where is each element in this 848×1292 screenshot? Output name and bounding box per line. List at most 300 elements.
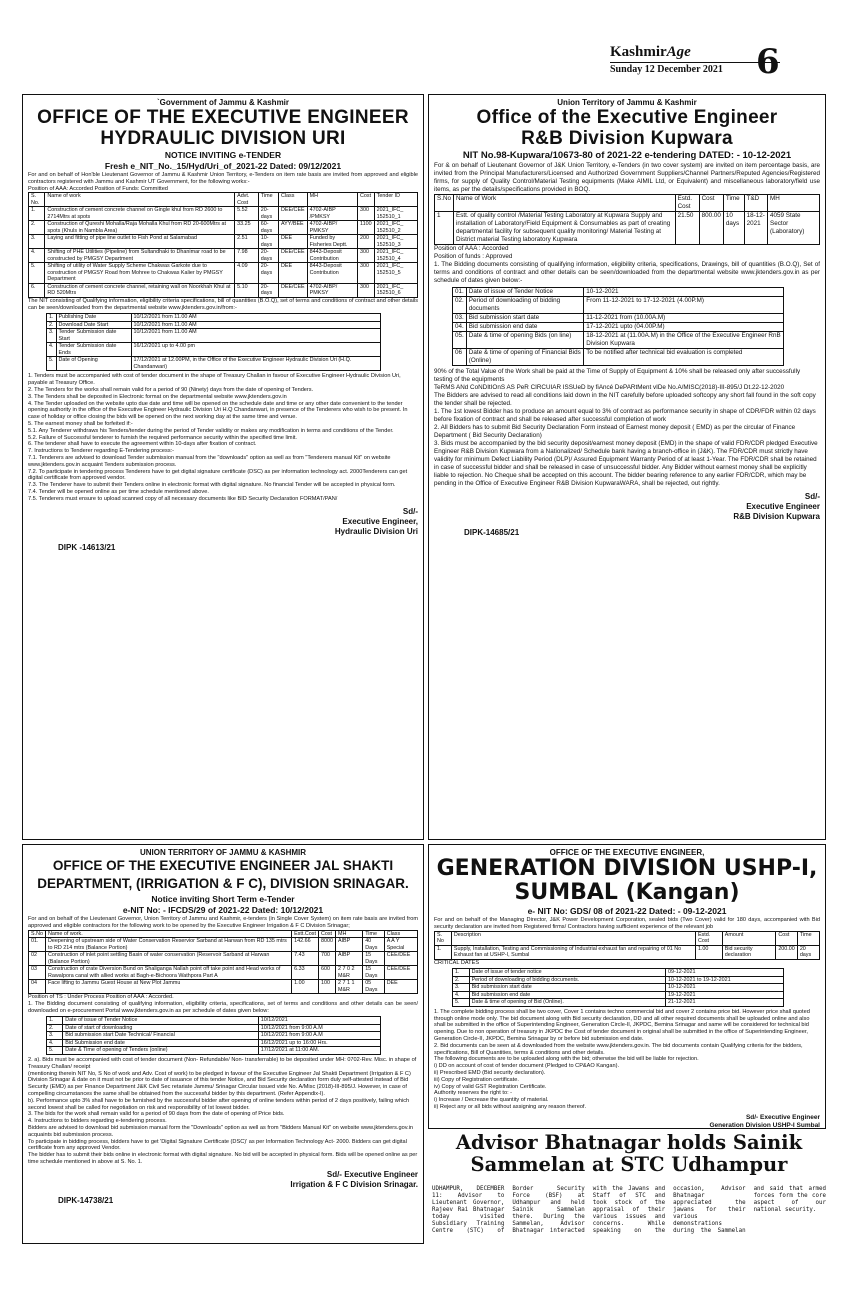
table-cell: 4702-AIBP/ PMKSY bbox=[307, 221, 357, 235]
column-header: Time bbox=[797, 931, 819, 945]
table-cell: 5.52 bbox=[235, 207, 259, 221]
list-item: 2. All Bidders has to submit Bid Security Declaration Form instead of Earnest money deposit ( EMD) as per the circular of Finance Department ( Bid Security Declaration) bbox=[434, 424, 796, 439]
table-cell: 300 bbox=[358, 263, 375, 284]
signature-block bbox=[28, 507, 418, 537]
critical-dates-heading: CRITICAL DATES bbox=[434, 959, 480, 966]
column-header: Class bbox=[278, 193, 307, 207]
list-item: 7.4. Tender will be opened online as per time schedule mentioned above. bbox=[28, 489, 209, 496]
table-cell: Construction of Qureshi Mohalla/Raja Mohalla Khul from RD 20-600Mtrs at spots (Khuls in Nambla Area) bbox=[45, 221, 235, 235]
column-header: Time bbox=[723, 195, 744, 212]
column-header: Time bbox=[258, 193, 278, 207]
list-item: 1. The complete bidding process shall be two cover, Cover 1 contains techno commercial bid and cover 2 contains price bid. However price shall quoted through online mode only. The bid document along with Bid security declaration, DD and all other required documents shall be uploaded online and also shall be submitted in the office of Superintending Engineer, Generation Circle-II, JKPDC, Bemina Srinagar and same will be considered for technical bid opening. Due to non operation of treasury in JKPDC the Cost of tender document in original shall be submitted in the office of Superintending Engineer, Generation Circle-II, JKPDC, Bemina Srinagar by or before bid submission end date. bbox=[434, 1008, 810, 1043]
table-cell: 5. bbox=[29, 263, 45, 284]
column-header: Cost bbox=[699, 195, 723, 212]
signature-line: Irrigation & F C Division Srinagar. bbox=[290, 1179, 418, 1189]
column-header: S. No. bbox=[29, 193, 45, 207]
list-item: 7.5. Tenderers must ensure to upload scanned copy of all necessary documents like BID Security Declaration FORMAT/PAN/ bbox=[28, 495, 338, 502]
table-cell: Date & time of opening Bids (on line) bbox=[466, 332, 584, 349]
dipk-number: DIPK -14613/21 bbox=[58, 542, 116, 552]
table-cell: 16/12/2021 up to 16:00 Hrs. bbox=[258, 1039, 381, 1047]
nit-reference: e- NIT No: GDS/ 08 of 2021-22 Dated: - 09-12-2021 bbox=[527, 906, 727, 916]
table-cell: 4. bbox=[47, 343, 57, 357]
table-cell: Date & Time of opening of Tenders (online) bbox=[63, 1047, 259, 1055]
schedule-row bbox=[47, 1032, 381, 1040]
list-item: TeRMS ANd CoNDItIOnS AS PeR CIRCUIAR ISSUeD by fiAncé DePARtMent vIDe No.A/MISC(2018)-III-895/J Dt.22-12-2020 bbox=[434, 384, 785, 391]
schedule-row bbox=[47, 321, 381, 329]
position-text: Position of AAA: Accorded Position of Funds: Committed bbox=[28, 185, 168, 192]
table-cell: 5. bbox=[47, 357, 57, 371]
table-cell: Construction of inlet point settling Basin of water conservation (Reservoir Sarband at Harwan (Balance Portion) bbox=[45, 952, 291, 966]
column-header: S.No bbox=[29, 930, 46, 938]
ad-pre-heading: OFFICE OF THE EXECUTIVE ENGINEER, bbox=[549, 848, 705, 857]
table-cell: 02. bbox=[453, 297, 467, 314]
table-cell: DEE/CEE bbox=[278, 283, 307, 297]
ad-pre-heading: Union Territory of Jammu & Kashmir bbox=[557, 98, 697, 107]
table-cell: 4. bbox=[47, 1039, 63, 1047]
schedule-row bbox=[453, 323, 784, 332]
works-table bbox=[434, 194, 820, 245]
table-cell: 10-12-2021 bbox=[665, 984, 783, 992]
table-cell: 17/12/2021 at 12.00PM, in the Office of the Executive Engineer Hydraulic Division Uri (H.Q. Chandanwari) bbox=[131, 357, 381, 371]
schedule-row bbox=[453, 288, 784, 297]
table-cell: 10/12/2021 from 11.00 AM bbox=[131, 314, 381, 322]
table-cell: 18-12-2021 bbox=[744, 212, 767, 245]
list-item: ii) Prescribed EMD (Bid security declaration). bbox=[434, 1070, 546, 1077]
column-header: MH bbox=[335, 930, 362, 938]
table-cell: Period of downloading of bidding documents bbox=[466, 297, 584, 314]
table-cell: 3. bbox=[453, 984, 470, 992]
table-cell: Bid submission end date bbox=[466, 323, 584, 332]
table-cell: 10/12/2021 from 11.00 AM bbox=[131, 329, 381, 343]
tender-ad-jal-shakti-srinagar bbox=[22, 844, 424, 1244]
table-cell: Face lifting to Jammu Guest House at New Plot Jammu bbox=[45, 980, 291, 994]
list-item: 5.1. Any Tenderer withdraws his Tenders/tender during the period of Tender validity or makes any modification in terms and conditions of the Tender. bbox=[28, 427, 394, 434]
table-cell: Laying and fitting of pipe line outlet to Fish Pond at Salamabad bbox=[45, 235, 235, 249]
table-cell: 05 Days bbox=[363, 980, 385, 994]
list-item: i) Increase / Decrease the quantity of material. bbox=[434, 1097, 549, 1104]
funds-position: Position of funds : Approved bbox=[434, 253, 513, 260]
column-header: Estt.Cost bbox=[292, 930, 319, 938]
intro-text: For and on behalf of Hon'ble Lieutenant Governor of Jammu & Kashmir Union Territory, e-Tenders on item rate basis are invited from approved and eligible contractors registered with Jammu and Kashmir UT Government, for the following works:- bbox=[28, 172, 418, 185]
table-row bbox=[29, 235, 418, 249]
table-cell: 03 bbox=[29, 966, 46, 980]
table-cell: 3. bbox=[29, 235, 45, 249]
terms-list bbox=[28, 373, 418, 502]
signature-line: Generation Division USHP-I Sumbal bbox=[709, 1121, 820, 1129]
column-header: Amount bbox=[722, 931, 776, 945]
list-item: To participate in bidding process, bidders have to get 'Digital Signature Certificate (DSC)' as per Information Technology Act- 2000. Bidders can get digital certificate from any approved Vendor. bbox=[28, 1138, 407, 1152]
schedule-table bbox=[452, 968, 784, 1007]
table-cell: 6. bbox=[29, 283, 45, 297]
schedule-row bbox=[47, 1039, 381, 1047]
table-cell: 16/12/2021 up to 4.00 pm bbox=[131, 343, 381, 357]
table-cell: Bid submission start Date Technical/ Financial bbox=[63, 1032, 259, 1040]
table-cell: 05. bbox=[453, 332, 467, 349]
list-item: 1. The 1st lowest Bidder has to produce an amount equal to 3% of contract as performance security in shape of CDR/FDR within 02 days before fixation of contract and shall be released after successful completion of work bbox=[434, 408, 816, 423]
column-header: Time bbox=[363, 930, 385, 938]
column-header: Name of work. bbox=[45, 930, 291, 938]
schedule-row bbox=[47, 1047, 381, 1055]
table-cell: Period of downloading of bidding documents. bbox=[469, 976, 665, 984]
list-item: i) DD on account of cost of tender document (Pledged to CP&AO Kangan). bbox=[434, 1063, 620, 1070]
table-cell: 20-days bbox=[258, 283, 278, 297]
table-cell: 5. bbox=[453, 999, 470, 1007]
table-cell: Date & time of opening of Financial Bids (Online) bbox=[466, 349, 584, 366]
aaa-position: Position of AAA : Accorded bbox=[434, 245, 509, 252]
table-cell: 300 bbox=[358, 249, 375, 263]
list-item: (mentioning therein NIT No, S No of work and Adv. Cost of work) to be pledged in favour of the Executive Engineer Jal Shakti Department (Irrigation & F C) Division Srinagar & date on it must not be prior to date of issuance of this tender Notice, and Bid Security declaration form duly self-attested instead of Bid Security (EMD) as per Finance Department J&K Civil Sec retariate Jammu/ Srinagar Circular issued vide No. A/Misc (2018)-III-895/J. However, in case of compelling circumstances the same shall be obtained from the successful bidder by this department. (Refer Appendix-I). bbox=[28, 1070, 411, 1097]
table-cell: 2. bbox=[47, 1024, 63, 1032]
signature-block bbox=[434, 492, 820, 522]
table-cell: Date of Opening bbox=[56, 357, 131, 371]
column-header: S.No bbox=[435, 195, 454, 212]
table-cell: 04. bbox=[453, 323, 467, 332]
table-cell: 1 bbox=[435, 212, 454, 245]
schedule-row bbox=[453, 999, 784, 1007]
table-cell: 4702-AIBP/ PMKSY bbox=[307, 283, 357, 297]
table-row bbox=[435, 945, 820, 959]
table-cell: 2 7 1 1 M&R bbox=[335, 980, 362, 994]
column-header: Tender ID bbox=[374, 193, 417, 207]
story-body: UDHAMPUR, DECEMBER 11: Advisor to Lieutenant Governor, Rajeev Rai Bhatnagar today visited Subsidiary Training Centre (STC) of Border Security Force (BSF) at Udhampur and held Sainik Sammelan there. During the Sammelan, Advisor Bhatnagar interacted with the Jawans and Staff of STC and took stock of the appraisal of their various issues and concerns. While speaking on the occasion, Advisor Bhatnagar appreciated the jawans for their various demonstrations during the Sammelan and said that armed forces form the core aspect of our national security. bbox=[432, 1186, 826, 1234]
list-item: 7. Instructions to Tenderer regarding E-Tendering process:- bbox=[28, 448, 175, 455]
column-header: Estd. Cost bbox=[675, 195, 699, 212]
table-row bbox=[29, 249, 418, 263]
table-cell: 1. bbox=[47, 314, 57, 322]
schedule-row bbox=[47, 1017, 381, 1025]
list-item: 2. Bid documents can be seen at & downloaded from the website www.jktenders.gov.in. The bid documents contain Qualifying criteria for the bidders, specifications, Bill of Quantities, terms & conditions and other details. bbox=[434, 1042, 803, 1056]
table-row bbox=[29, 952, 418, 966]
table-cell: 2. bbox=[47, 321, 57, 329]
table-cell: 10/12/2021 bbox=[258, 1017, 381, 1025]
table-cell: 2021_IFC_ 152510_3 bbox=[374, 235, 417, 249]
dipk-number: DIPK-14738/21 bbox=[58, 1195, 114, 1205]
news-story bbox=[432, 1132, 826, 1282]
table-cell: Construction of cement concrete channel, retaining wall on Noorkhah Khul at RD 520Mtrs bbox=[45, 283, 235, 297]
table-cell: 2021_IFC_ 152510_5 bbox=[374, 263, 417, 284]
table-cell: 10/12/2021 from 9:00 A.M bbox=[258, 1032, 381, 1040]
table-cell: 20-days bbox=[258, 207, 278, 221]
nit-reference: NIT No.98-Kupwara/10673-80 of 2021-22 e-tendering DATED: - 10-12-2021 bbox=[462, 150, 792, 161]
table-cell: 10-12-2021 to 19-12-2021 bbox=[665, 976, 783, 984]
nit-reference: Fresh e_NIT_No._15/Hyd/Uri_of_2021-22 Dated: 09/12/2021 bbox=[104, 161, 342, 171]
table-cell: 2. bbox=[29, 221, 45, 235]
table-cell: A A Y Special bbox=[384, 938, 417, 952]
schedule-table bbox=[452, 287, 784, 366]
tender-ad-ushp-sumbal bbox=[428, 844, 826, 1129]
ad-subtitle: R&B Division Kupwara bbox=[521, 128, 733, 149]
list-item: 3. The bids for the work shall remain valid for a period of 90 days from the date of opening of Price bids. bbox=[28, 1111, 285, 1118]
table-cell: 10/12/2021 from 9:00 A.M bbox=[258, 1024, 381, 1032]
table-cell: 300 bbox=[358, 207, 375, 221]
table-cell: 5. bbox=[47, 1047, 63, 1055]
list-item: Authority reserves the right to: - bbox=[434, 1090, 513, 1097]
schedule-row bbox=[453, 314, 784, 323]
works-table bbox=[28, 930, 418, 995]
bidding-paragraph: 1. The Bidding documents consisting of qualifying information, eligibility criteria, specifications, Drawings, bill of quantities (B.O.Q), Set of terms and conditions of contract and other details can be seen/downloaded from the departmental website www.jktenders.gov.in as per schedule of dates given below:- bbox=[434, 261, 820, 284]
table-cell: 09-12-2021 bbox=[665, 969, 783, 977]
signature-line: Sd/- Executive Engineer bbox=[326, 1169, 418, 1179]
list-item: 7.3. The Tenderer have to submit their Tenders online in electronic format with digital signature. No financial Tender will be accepted in physical form. bbox=[28, 482, 396, 489]
table-cell: 2021_IFC_ 152510_6 bbox=[374, 283, 417, 297]
page-number: 6 bbox=[756, 42, 780, 82]
column-header: Class bbox=[384, 930, 417, 938]
table-cell: 200 bbox=[358, 235, 375, 249]
table-cell: From 11-12-2021 to 17-12-2021 (4.00P.M) bbox=[584, 297, 784, 314]
table-cell: 700 bbox=[318, 952, 335, 966]
tender-ad-rnb-kupwara bbox=[428, 94, 826, 840]
table-cell: 3. bbox=[47, 329, 57, 343]
table-cell: Deepening of upstream side of Water Conservation Reservior Sarband at Harwan from RD 135 mtrs to RD 214 mtrs (Balance Portion) bbox=[45, 938, 291, 952]
table-cell: 15 Days bbox=[363, 966, 385, 980]
list-item: b). Performance upto 3% shall have to be furnished by the successful bidder after opening of online tenders within period of 2 days positively, failing which second lowest shall be called for negotiation on risk and responsibility of Ist lowest bidder. bbox=[28, 1097, 410, 1111]
table-cell: 11-12-2021 from (10.00A.M) bbox=[584, 314, 784, 323]
column-header: Name of work bbox=[45, 193, 235, 207]
table-cell: 4. bbox=[29, 249, 45, 263]
table-cell: 1. bbox=[29, 207, 45, 221]
table-cell: DEE bbox=[384, 980, 417, 994]
table-cell: 8000 bbox=[318, 938, 335, 952]
table-cell: 1. bbox=[435, 945, 452, 959]
list-item: 4. Instructions to bidders regarding e-tendering process. bbox=[28, 1118, 167, 1125]
table-cell: 01. bbox=[29, 938, 46, 952]
table-cell: 20 days bbox=[797, 945, 819, 959]
signature-block bbox=[28, 1170, 418, 1190]
table-cell: 01. bbox=[453, 288, 467, 297]
schedule-row bbox=[47, 357, 381, 371]
table-cell: 200.00 bbox=[776, 945, 798, 959]
table-cell: Supply, Installation, Testing and Commissioning of Industrial exhaust fan and repairing of 01 No Exhaust fan at USHP-I, Sumbal bbox=[451, 945, 695, 959]
column-header: S. No bbox=[435, 931, 452, 945]
list-item: The following documents are to be uploaded along with the bid; otherwise the bid will be liable for rejection. bbox=[434, 1056, 699, 1063]
table-cell: 1100 bbox=[358, 221, 375, 235]
list-item: 2. a). Bids must be accompanied with cost of tender document (Non- Refundable/ Non- transferrable) to be deposited under MH: 0702-Rev. Misc. in shape of Treasury Challan/ receipt bbox=[28, 1056, 417, 1070]
table-cell: Shifting of utility of Water Supply Scheme Chakwas Garkote due to construction of PMGSY Road from Mohree to Chakwas Kalier by PMGSY Department bbox=[45, 263, 235, 284]
list-item: 4. The Tender uploaded on the website upto due date and time will be opened on the schedule date and time or any other date convenient to the tender opening authority in the office of the Executive Engineer Hydraulic Division Uri H.Q Chandanwari, in presence of the Tenderers who wish to be present. In case of holiday or office closing the bids will be opened on the next working day at the same time and venue. bbox=[28, 400, 408, 421]
table-cell: 100 bbox=[318, 980, 335, 994]
table-cell: AIBP bbox=[335, 938, 362, 952]
column-header: MH bbox=[307, 193, 357, 207]
schedule-row bbox=[47, 329, 381, 343]
signature-line: Sd/- Executive Engineer bbox=[745, 1113, 820, 1121]
table-row bbox=[29, 221, 418, 235]
table-row bbox=[29, 263, 418, 284]
table-cell: AYY/BEE bbox=[278, 221, 307, 235]
table-cell: DEE/CEE bbox=[278, 207, 307, 221]
table-cell: Date & time of opening of Bid (Online). bbox=[469, 999, 665, 1007]
list-item: 2. The Tenders for the works shall remain valid for a period of 90 (Ninety) days from the date of opening of Tenders. bbox=[28, 387, 314, 394]
table-cell: To be notified after technical bid evaluation is completed bbox=[584, 349, 784, 366]
table-cell: 8443-Deposit Contribution bbox=[307, 249, 357, 263]
table-cell: 10-12-2021 bbox=[584, 288, 784, 297]
intro-text: For & on behalf of Lieutenant Governor of J&K Union Territory, e-Tenders (in two cover system) are invited on item percentage basis, are invited from the Principal Manufacturers/Licensed and Authorized Government Suppliers/Channel Partners/Reputed Agencies/Registered firms, for supply of Quality Control/Material Testing equipments (Make AIMIL Ltd, or Equivalent) and miscellaneous laboratory/field use items, as per the details/specifications provided in BOQ. bbox=[434, 162, 820, 193]
table-cell: 33.25 bbox=[235, 221, 259, 235]
column-header: Name of Work bbox=[454, 195, 676, 212]
table-cell: Funded by Fisheries Deptt. bbox=[307, 235, 357, 249]
table-cell: 17/12/2021 at 11:00 AM. bbox=[258, 1047, 381, 1055]
table-cell: Publishing Date bbox=[56, 314, 131, 322]
position-text: Position of TS : Under Process Position of AAA : Accorded. bbox=[28, 994, 174, 1001]
table-cell: 6.33 bbox=[292, 966, 319, 980]
ad-subtitle: SUMBAL (Kangan) bbox=[514, 880, 740, 905]
table-cell: 2.51 bbox=[235, 235, 259, 249]
signature-line: Executive Engineer bbox=[746, 502, 820, 511]
ad-title: OFFICE OF THE EXECUTIVE ENGINEER HYDRAULIC DIVISION URI bbox=[37, 107, 409, 149]
list-item: iv) Copy of valid GST Registration Certificate. bbox=[434, 1083, 547, 1090]
schedule-row bbox=[453, 984, 784, 992]
table-cell: 600 bbox=[318, 966, 335, 980]
nit-reference: e-NIT No: - IFCDS/29 of 2021-22 Dated: 10/12/2021 bbox=[122, 905, 324, 915]
conditions-list bbox=[434, 1009, 820, 1111]
list-item: iii) Copy of Registration certificate. bbox=[434, 1076, 519, 1083]
column-header: Cost bbox=[358, 193, 375, 207]
schedule-row bbox=[47, 343, 381, 357]
signature-line: Hydraulic Division Uri bbox=[334, 526, 418, 536]
table-cell: 2 7 0 2 M&R bbox=[335, 966, 362, 980]
table-cell: 03. bbox=[453, 314, 467, 323]
table-cell: Bid Submission end date bbox=[63, 1039, 259, 1047]
conditions-list bbox=[28, 1057, 418, 1166]
table-cell: Estt. of quality control /Material Testing Laboratory at Kupwara Supply and installation of Laboratory/Field Equipment & Consumables as part of creating departmental facility for subsequent quality monitoring/ Material Testing at District material Testing laboratory Kupwara bbox=[454, 212, 676, 245]
schedule-table bbox=[46, 313, 381, 371]
list-item: The Bidders are advised to read all conditions laid down in the NIT carefully before uploaded softcopy any short fall found in the soft copy the tender shall be rejected. bbox=[434, 392, 816, 407]
nit-paragraph: The NIT consisting of Qualifying information, eligibility criteria specifications, bill of quantities (B.O.Q), set of terms and conditions of contract and other details can be seen/downloaded from the departmental website www.jktenders.gov.in/from:- bbox=[28, 297, 418, 311]
list-item: 5.2. Failure of Successful tenderer to furnish the required performance security within the specified time limit. bbox=[28, 434, 297, 441]
table-cell: 3. bbox=[47, 1032, 63, 1040]
table-cell: Bid submission start date bbox=[466, 314, 584, 323]
bidding-paragraph: 1. The Bidding document consisting of qualifying information, eligibility criteria, specifications, set of terms and conditions and other details can be seen/ downloaded on e-procurement Portal www.jktenders.gov.in as per schedule of dates given below: bbox=[28, 1000, 418, 1014]
table-cell: 4. bbox=[453, 991, 470, 999]
table-cell: 8443-Deposit Contribution bbox=[307, 263, 357, 284]
schedule-row bbox=[453, 332, 784, 349]
issue-date: Sunday 12 December 2021 bbox=[610, 64, 723, 75]
list-item: The bidder has to submit their bids online in electronic format with digital signature. No bid will be accepted in physical form. Bids will be opened online as per time schedule mentioned in above at S. No. 1. bbox=[28, 1152, 418, 1165]
schedule-row bbox=[453, 991, 784, 999]
table-cell: 21-12-2021 bbox=[665, 999, 783, 1007]
table-row bbox=[29, 980, 418, 994]
list-item: 5. The earnest money shall be forfeited if:- bbox=[28, 421, 133, 428]
table-cell: Shifting of PHE Utilities (Pipeline) from Sultandhaki to Dhanimar road to be constructed by PMGSY Department bbox=[45, 249, 235, 263]
signature-line: Executive Engineer, bbox=[342, 516, 418, 526]
table-cell: 5.10 bbox=[235, 283, 259, 297]
column-header: T&D bbox=[744, 195, 767, 212]
table-cell: CEE/DEE bbox=[384, 966, 417, 980]
column-header: Cost bbox=[776, 931, 798, 945]
schedule-row bbox=[453, 349, 784, 366]
table-cell: 1.00 bbox=[292, 980, 319, 994]
intro-text: For and on behalf of the Lieutenant Governor, Union Territory of Jammu and Kashmir, e-tenders (in Single Cover System) on item rate basis are invited from approved and eligible contractors for the following work to be opened by the Executive Engineer Irrigation & F C Division Srinagar; bbox=[28, 916, 418, 929]
schedule-row bbox=[453, 297, 784, 314]
table-cell: 20-days bbox=[258, 249, 278, 263]
tender-ad-hydraulic-uri bbox=[22, 94, 424, 840]
ad-title: GENERATION DIVISION USHP-I, bbox=[436, 856, 818, 881]
column-header: Description bbox=[451, 931, 695, 945]
column-header: Estd. Cost bbox=[695, 931, 722, 945]
table-cell: 300 bbox=[358, 283, 375, 297]
table-cell: Date of issue of Tender Notice bbox=[466, 288, 584, 297]
list-item: 90% of the Total Value of the Work shall be paid at the Time of Supply of Equipment & 10% shall be released only after successfully testing of the equipments bbox=[434, 368, 801, 383]
table-cell: 142.66 bbox=[292, 938, 319, 952]
column-header: Advt. Cost bbox=[235, 193, 259, 207]
dipk-number: DIPK-14685/21 bbox=[464, 528, 520, 537]
table-cell: Tender Submission date Start bbox=[56, 329, 131, 343]
schedule-row bbox=[453, 969, 784, 977]
table-cell: 7.43 bbox=[292, 952, 319, 966]
column-header: Cost bbox=[318, 930, 335, 938]
table-cell: Bid submission start date bbox=[469, 984, 665, 992]
works-table bbox=[434, 931, 820, 960]
intro-text: For and on behalf of the Managing Director, J&K Power Development Corporation, sealed bids (Two Cover) valid for 180 days, accompanied with Bid security declaration are invited from Registered firms/ Contractors having sufficient experience of the relevant job bbox=[434, 917, 820, 930]
newspaper-name: KashmirAge bbox=[610, 44, 691, 60]
table-cell: 7.98 bbox=[235, 249, 259, 263]
table-cell: Bid security declaration bbox=[722, 945, 776, 959]
table-cell: 04 bbox=[29, 980, 46, 994]
table-cell: Tender Submission date Ends bbox=[56, 343, 131, 357]
list-item: Bidders are advised to download bid submission manual form the "Downloads" option as well as from "Bidders Manual Kit" on website www.jktenders.gov.in acquaints bid submission process. bbox=[28, 1124, 413, 1138]
table-cell: AIBP bbox=[335, 952, 362, 966]
list-item: 6. The tenderer shall have to execute the agreement within 10-days after fixation of contract. bbox=[28, 441, 257, 448]
signature-line: Sd/- bbox=[402, 506, 418, 516]
table-cell: 800.00 bbox=[699, 212, 723, 245]
table-cell: 2021_IFC_ 152510_2 bbox=[374, 221, 417, 235]
table-cell: DEE bbox=[278, 263, 307, 284]
table-cell: 2. bbox=[453, 976, 470, 984]
table-cell: 21.50 bbox=[675, 212, 699, 245]
notice-heading: NOTICE INVITING e-TENDER bbox=[164, 150, 282, 160]
table-cell: Bid submission end date bbox=[469, 991, 665, 999]
table-cell: DEE bbox=[278, 235, 307, 249]
list-item: 1. Tenders must be accompanied with cost of tender document in the shape of Treasury Challan in favour of Executive Engineer Hydraulic Division Uri, payable at Treasury Office. bbox=[28, 373, 401, 387]
table-cell: 4.09 bbox=[235, 263, 259, 284]
table-cell: 10/12/2021 from 11.00 AM bbox=[131, 321, 381, 329]
table-cell: 1. bbox=[453, 969, 470, 977]
masthead bbox=[610, 44, 780, 75]
column-header: MH bbox=[768, 195, 820, 212]
table-cell: 17-12-2021 upto (04.00P.M) bbox=[584, 323, 784, 332]
ad-pre-heading: `Government of Jammu & Kashmir bbox=[156, 98, 290, 107]
table-cell: 19-12-2021 bbox=[665, 991, 783, 999]
table-cell: 02 bbox=[29, 952, 46, 966]
list-item: 3. The Tenders shall be deposited in Electronic format on the departmental website www.jktenders.gov.in bbox=[28, 393, 287, 400]
list-item: 7.1. Tenderers are advised to download Tender submission manual from the "downloads" option as well as from "Tenderers manual Kit" on website www.jktenders.gov.in acquaint Tenders submission process. bbox=[28, 455, 391, 468]
table-cell: 40 Days bbox=[363, 938, 385, 952]
conditions-list bbox=[434, 368, 820, 488]
table-cell: 18-12-2021 at (11.00A.M) in the Office of the Executive Engineer RnB Division Kupwara bbox=[584, 332, 784, 349]
table-cell: 2021_IFC_ 152510_4 bbox=[374, 249, 417, 263]
table-cell: 4702-AIBP /PMKSY bbox=[307, 207, 357, 221]
works-table bbox=[28, 192, 418, 298]
table-row bbox=[29, 283, 418, 297]
table-cell: 1.00 bbox=[695, 945, 722, 959]
list-item: 7.2. To participate in tendering process Tenderers have to get digital signature certificate (DSC) as per information technology act. 2000Tenderers can get digital certificate from approved vendor. bbox=[28, 468, 408, 482]
table-row bbox=[29, 966, 418, 980]
schedule-table bbox=[46, 1016, 381, 1055]
table-cell: 4059 State Sector (Laboratory) bbox=[768, 212, 820, 245]
table-cell: 10 days bbox=[723, 212, 744, 245]
table-cell: 1. bbox=[47, 1017, 63, 1025]
masthead-rule bbox=[610, 62, 780, 63]
table-cell: Download Date Start bbox=[56, 321, 131, 329]
table-cell: Construction of crate Diversion Bund on Shaliganga Nallah point off take point and Head works of Rawalpora canal with allied works at Bagh-e-Bichoora Wathpora Part A bbox=[45, 966, 291, 980]
schedule-row bbox=[453, 976, 784, 984]
table-cell: Date of issue of tender notice bbox=[469, 969, 665, 977]
table-cell: DEE/CEE bbox=[278, 249, 307, 263]
table-cell: 06 bbox=[453, 349, 467, 366]
schedule-row bbox=[47, 1024, 381, 1032]
table-cell: Date of start of downloading bbox=[63, 1024, 259, 1032]
story-headline: Advisor Bhatnagar holds Sainik Sammelan at STC Udhampur bbox=[455, 1132, 803, 1176]
list-item: ii) Reject any or all bids without assigning any reason thereof. bbox=[434, 1104, 587, 1111]
